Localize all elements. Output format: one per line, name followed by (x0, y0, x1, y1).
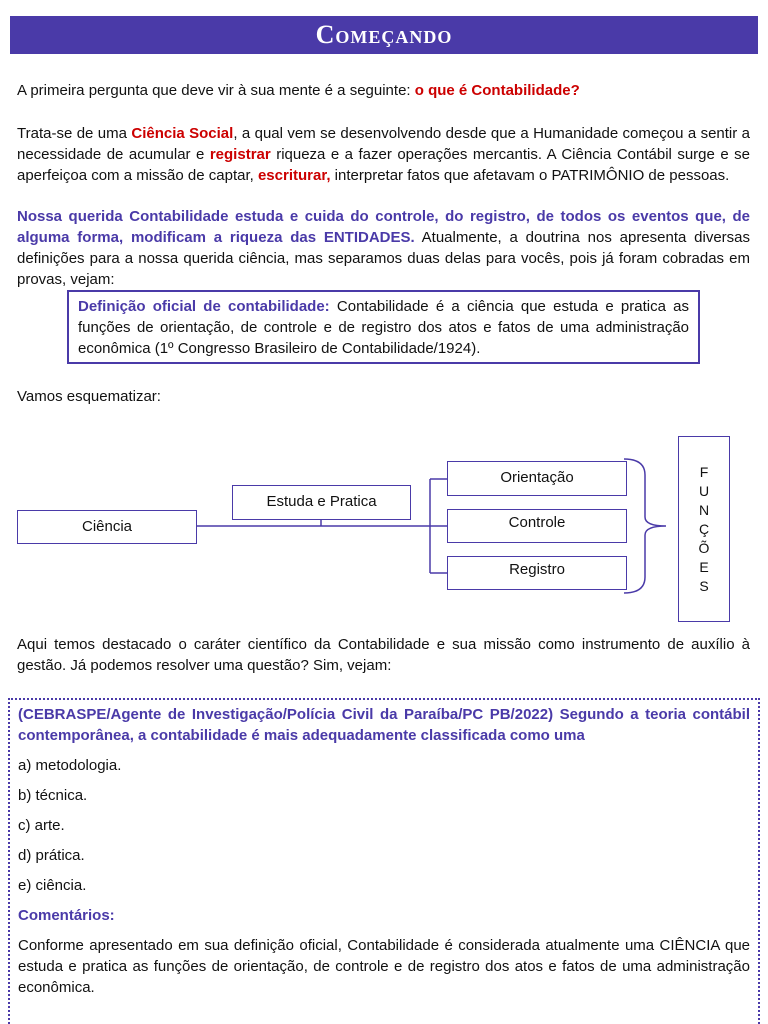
intro-highlight: o que é Contabilidade? (414, 82, 580, 99)
intro-text: A primeira pergunta que deve vir à sua mente é a seguinte: (17, 82, 415, 99)
registro-box: Registro (447, 556, 627, 590)
comments-label: Comentários: (18, 907, 115, 924)
option-a: a) metodologia. (18, 757, 122, 774)
comments-text: Conforme apresentado em sua definição oficial, Contabilidade é considerada atualmente uma CIÊNCIA que estuda e pratica as funções de orientação, de controle e de registro dos atos e fatos de uma administração econômica. (18, 937, 750, 996)
definition-box (67, 290, 700, 364)
intro-paragraph (17, 80, 750, 101)
entities-bold-text: Nossa querida Contabilidade estuda e cuida do controle, do registro, de todos os eventos que, de alguma forma, modificam a riqueza das ENTIDADES. (17, 208, 750, 246)
science-text-1: Trata-se de uma (17, 125, 132, 142)
estuda-pratica-box: Estuda e Pratica (232, 485, 411, 520)
funcoes-letter: F (699, 463, 709, 480)
science-highlight-1: Ciência Social (131, 125, 234, 142)
accounting-diagram (0, 430, 768, 630)
schema-intro: Vamos esquematizar: (17, 388, 161, 405)
science-text-3: riqueza e a fazer operações mercantis. A Ciência Contábil surge e se aperfeiçoa com a missão de captar, (17, 146, 750, 184)
science-text-4: interpretar fatos que afetavam o PATRIMÔNIO de pessoas. (330, 167, 730, 184)
option-c: c) arte. (18, 817, 65, 834)
funcoes-letter: S (699, 577, 709, 594)
science-text-2: , a qual vem se desenvolvendo desde que a Humanidade começou a sentir a necessidade de acumular e (17, 125, 750, 163)
funcoes-letter: N (698, 501, 710, 518)
question-box (8, 698, 760, 1024)
funcoes-letter: Ç (698, 520, 710, 537)
after-diagram-paragraph: Aqui temos destacado o caráter científico da Contabilidade e sua missão como instrumento de auxílio à gestão. Já podemos resolver uma questão? Sim, vejam: (17, 636, 750, 674)
option-d: d) prática. (18, 847, 85, 864)
entities-paragraph (17, 206, 750, 290)
science-paragraph (17, 123, 750, 186)
ciencia-box: Ciência (17, 510, 197, 544)
entities-text: Atualmente, a doutrina nos apresenta diversas definições para a nossa querida ciência, mas separamos duas delas para vocês, pois já foram cobradas em provas, vejam: (17, 229, 750, 288)
funcoes-letter: U (698, 482, 710, 499)
option-b: b) técnica. (18, 787, 88, 804)
funcoes-letter: Õ (698, 539, 710, 556)
funcoes-box (678, 436, 730, 622)
question-text: (CEBRASPE/Agente de Investigação/Polícia Civil da Paraíba/PC PB/2022) Segundo a teoria contábil contemporânea, a contabilidade é mais adequadamente classificada como uma (18, 706, 750, 744)
definition-text: Contabilidade é a ciência que estuda e pratica as funções de orientação, de controle e de registro dos atos e fatos de uma administração econômica (1º Congresso Brasileiro de Contabilidade/1924). (78, 298, 689, 357)
science-highlight-3: escriturar, (257, 167, 331, 184)
definition-label: Definição oficial de contabilidade: (78, 298, 330, 315)
functions-brace (624, 459, 666, 593)
orientacao-box: Orientação (447, 461, 627, 496)
funcoes-letter: E (699, 558, 709, 575)
controle-box: Controle (447, 509, 627, 543)
option-e: e) ciência. (18, 877, 87, 894)
science-highlight-2: registrar (209, 146, 271, 163)
page-title: Começando (10, 16, 758, 54)
